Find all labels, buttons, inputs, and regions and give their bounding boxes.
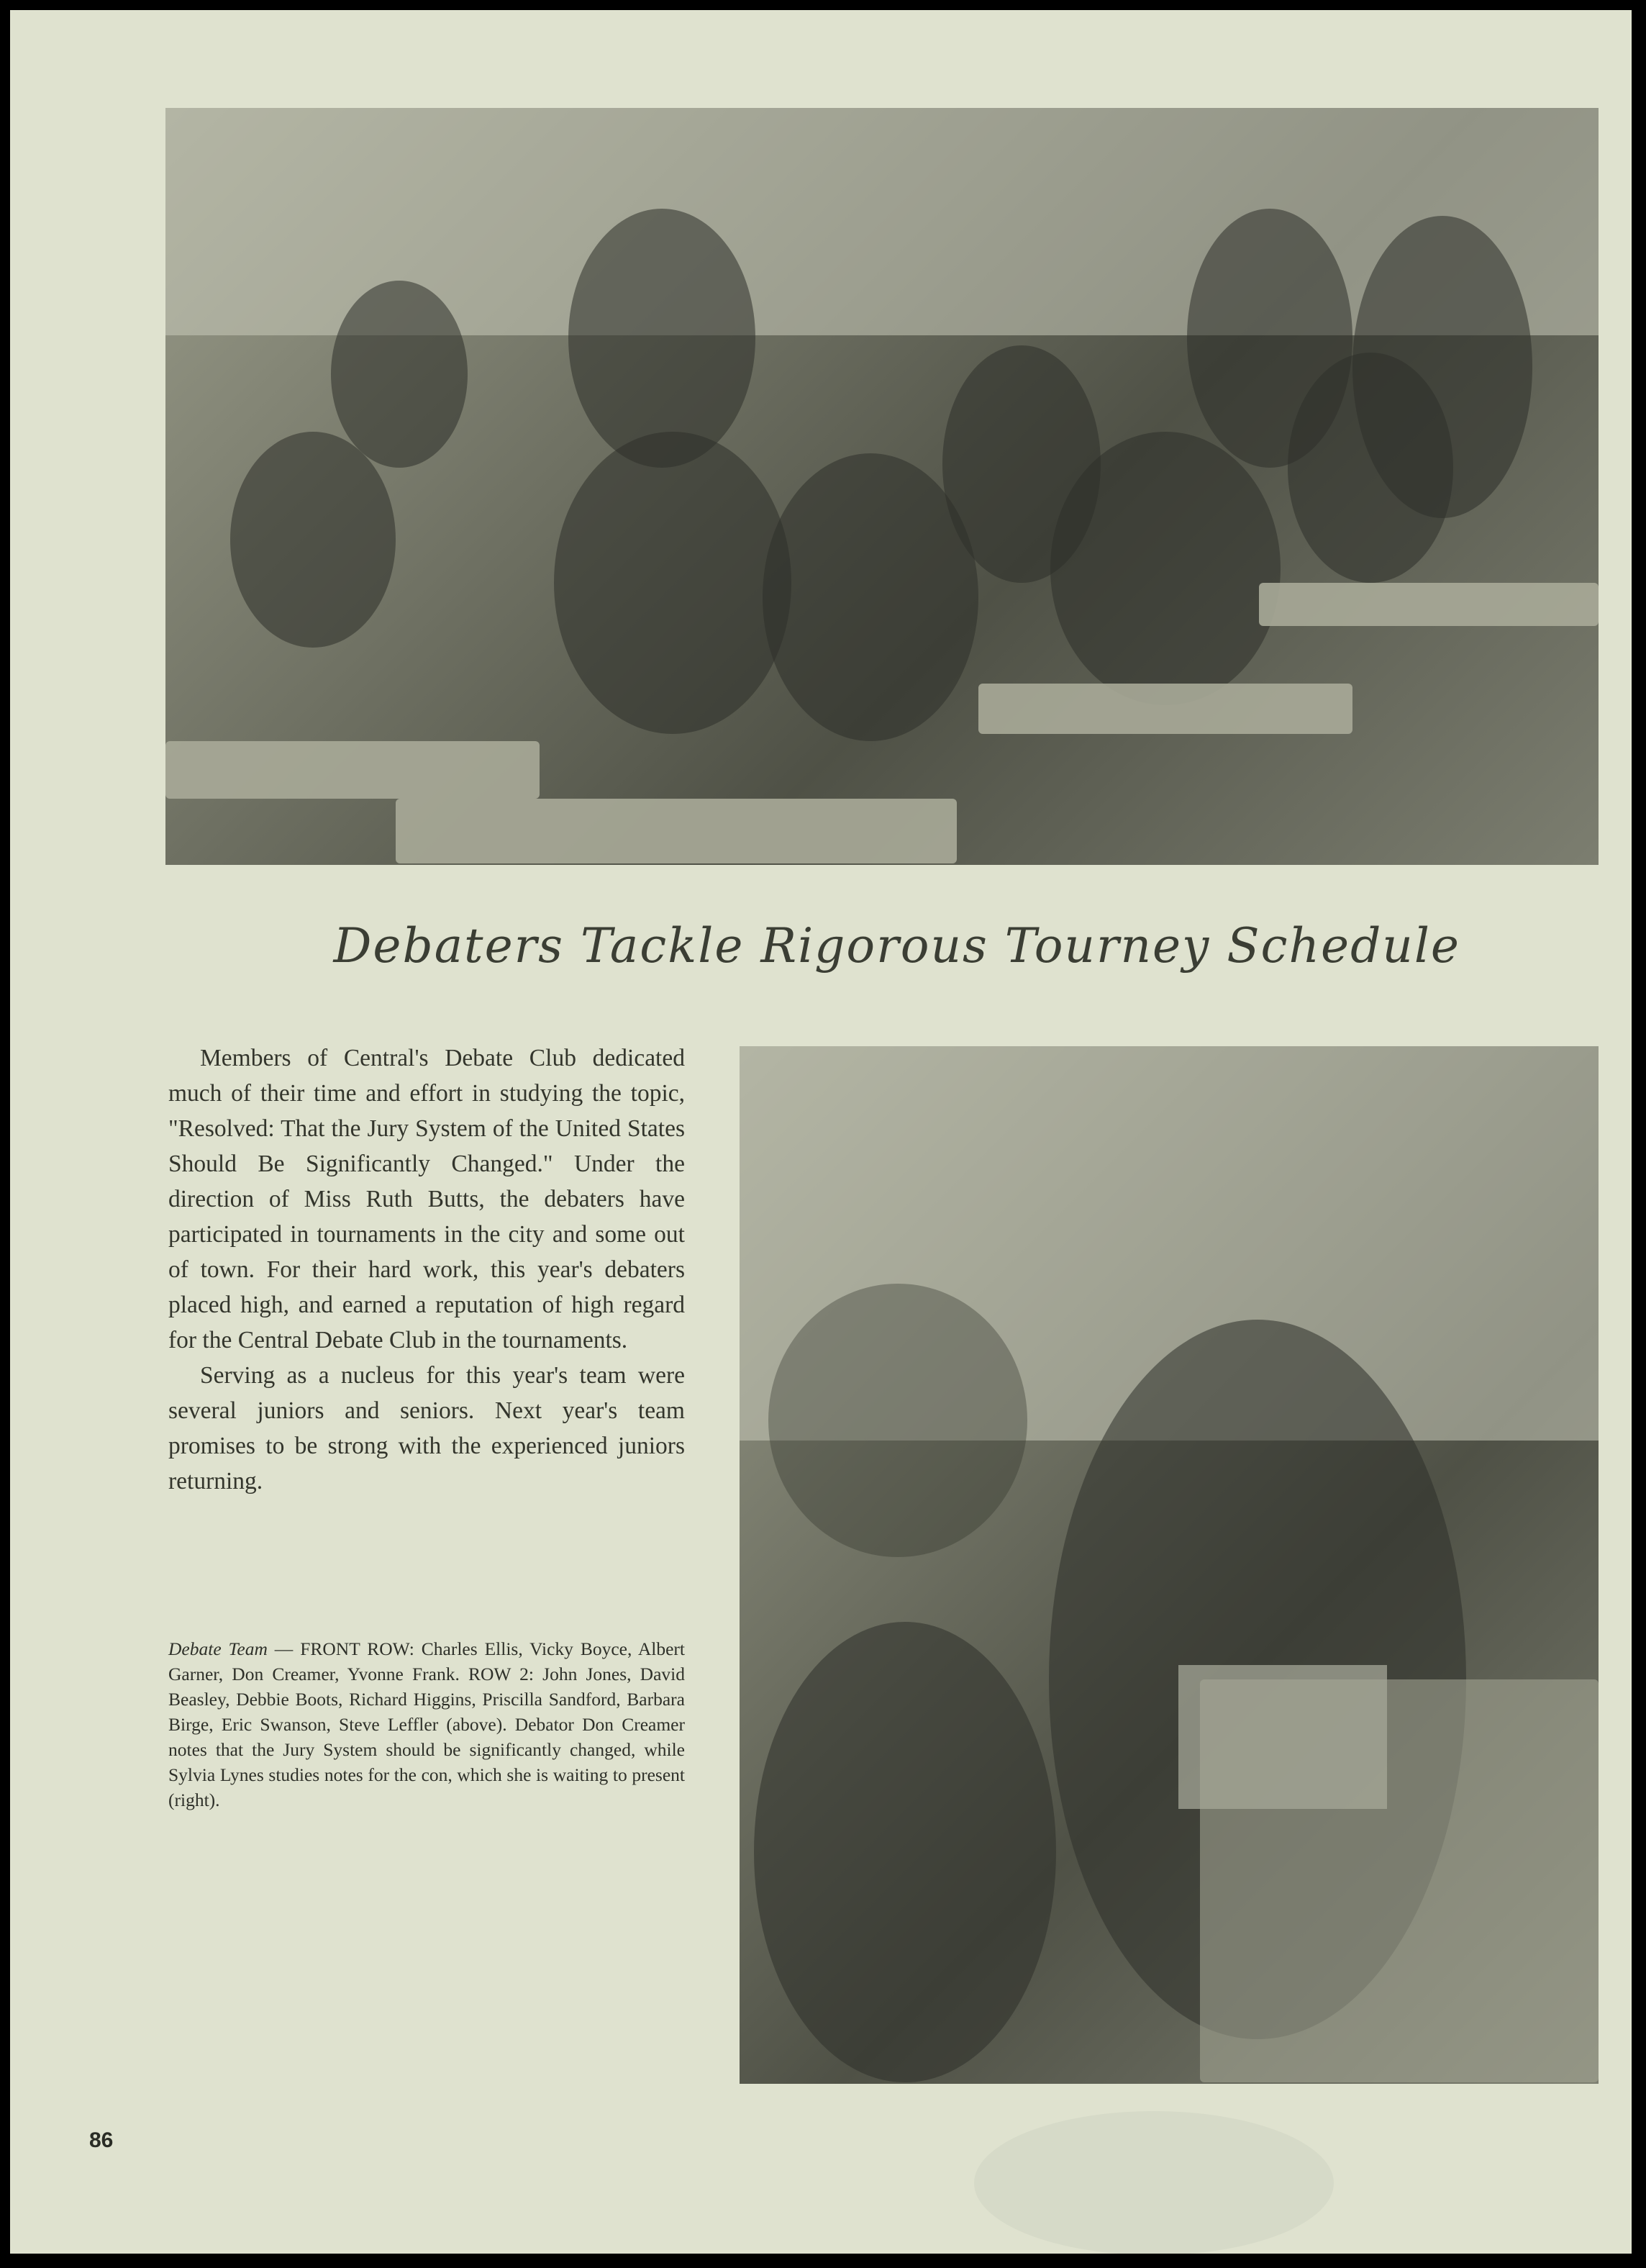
article-body: [168, 1040, 685, 1499]
yearbook-page: [10, 10, 1632, 2254]
debate-team-classroom-photo: [165, 108, 1599, 865]
body-paragraph-1: Members of Central's Debate Club dedicated much of their time and effort in studying the topic, "Resolved: That the Jury System of the United States Should Be Significantly Changed." Under the direction of Miss Ruth Butts, the debaters have participated in tournaments in the city and some out of town. For their hard work, this year's debaters placed high, and earned a reputation of high regard for the Central Debate Club in the tournaments.: [168, 1045, 685, 1353]
headline: Debaters Tackle Rigorous Tourney Schedule: [333, 918, 1460, 974]
caption-text: — FRONT ROW: Charles Ellis, Vicky Boyce, Albert Garner, Don Creamer, Yvonne Frank. ROW 2: John Jones, David Beasley, Debbie Boots, Richard Higgins, Priscilla Sandford, Barbara Birge, Eric Swanson, Steve Leffler (above). Debator Don Creamer notes that the Jury System should be significantly changed, while Sylvia Lynes studies notes for the con, which she is waiting to present (right).: [168, 1638, 685, 1810]
debaters-presenting-photo: [740, 1046, 1599, 2084]
photo-caption: [168, 1636, 685, 1813]
caption-lead: Debate Team: [168, 1638, 268, 1659]
page-number: 86: [89, 2128, 114, 2152]
body-paragraph-2: Serving as a nucleus for this year's team were several juniors and seniors. Next year's team promises to be strong with the experienced juniors returning.: [168, 1362, 685, 1494]
paper-stain: [974, 2111, 1334, 2254]
